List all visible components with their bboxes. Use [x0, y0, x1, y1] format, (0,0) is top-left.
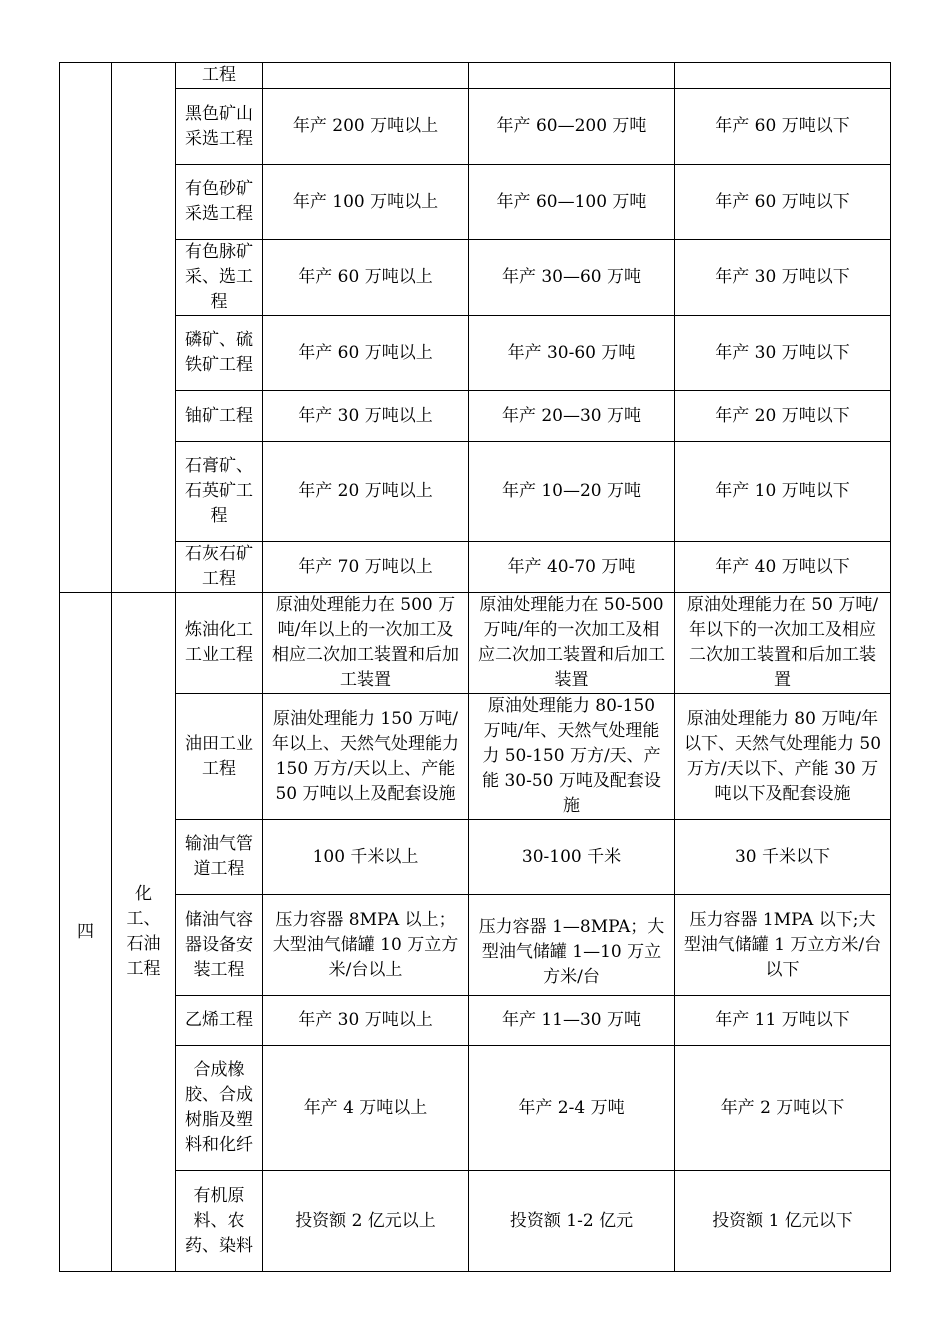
table-row — [60, 1046, 891, 1171]
section-number: 四 — [60, 593, 112, 1272]
medium-scale-cell: 年产 60—200 万吨 — [469, 89, 675, 165]
small-scale-cell: 年产 40 万吨以下 — [675, 542, 891, 593]
project-type-cell: 石灰石矿工程 — [176, 542, 263, 593]
medium-scale-cell: 年产 11—30 万吨 — [469, 996, 675, 1046]
medium-scale-cell: 原油处理能力在 50-500 万吨/年的一次加工及相应二次加工装置和后加工装置 — [469, 593, 675, 694]
medium-scale-cell: 年产 60—100 万吨 — [469, 165, 675, 240]
large-scale-cell: 年产 200 万吨以上 — [263, 89, 469, 165]
small-scale-cell: 压力容器 1MPA 以下;大型油气储罐 1 万立方米/台以下 — [675, 895, 891, 996]
medium-scale-cell: 投资额 1-2 亿元 — [469, 1171, 675, 1272]
project-scale-table — [59, 62, 891, 1272]
table-row — [60, 895, 891, 996]
small-scale-cell: 年产 10 万吨以下 — [675, 442, 891, 542]
medium-scale-cell: 年产 2-4 万吨 — [469, 1046, 675, 1171]
table-row — [60, 996, 891, 1046]
small-scale-cell: 年产 30 万吨以下 — [675, 240, 891, 316]
table-row — [60, 240, 891, 316]
small-scale-cell: 原油处理能力 80 万吨/年以下、天然气处理能力 50 万方/天以下、产能 30 万吨以下及配套设施 — [675, 694, 891, 820]
table-row — [60, 63, 891, 89]
small-scale-cell — [675, 63, 891, 89]
table-row — [60, 1171, 891, 1272]
large-scale-cell: 年产 30 万吨以上 — [263, 391, 469, 442]
project-type-cell: 石膏矿、石英矿工程 — [176, 442, 263, 542]
project-type-cell: 磷矿、硫铁矿工程 — [176, 316, 263, 391]
small-scale-cell: 年产 60 万吨以下 — [675, 165, 891, 240]
project-type-cell: 炼油化工工业工程 — [176, 593, 263, 694]
medium-scale-cell: 年产 10—20 万吨 — [469, 442, 675, 542]
project-type-cell: 黑色矿山采选工程 — [176, 89, 263, 165]
table-row — [60, 820, 891, 895]
project-type-cell: 储油气容器设备安装工程 — [176, 895, 263, 996]
medium-scale-cell: 原油处理能力 80-150 万吨/年、天然气处理能力 50-150 万方/天、产能 30-50 万吨及配套设施 — [469, 694, 675, 820]
project-type-cell: 有色脉矿采、选工程 — [176, 240, 263, 316]
large-scale-cell: 年产 60 万吨以上 — [263, 316, 469, 391]
small-scale-cell: 投资额 1 亿元以下 — [675, 1171, 891, 1272]
small-scale-cell: 原油处理能力在 50 万吨/年以下的一次加工及相应二次加工装置和后加工装置 — [675, 593, 891, 694]
section-category: 化工、石油工程 — [112, 593, 176, 1272]
project-type-cell: 乙烯工程 — [176, 996, 263, 1046]
project-type-cell: 铀矿工程 — [176, 391, 263, 442]
medium-scale-cell: 年产 30—60 万吨 — [469, 240, 675, 316]
large-scale-cell: 压力容器 8MPA 以上；大型油气储罐 10 万立方米/台以上 — [263, 895, 469, 996]
project-type-cell: 有机原料、农药、染料 — [176, 1171, 263, 1272]
seq-cell-empty — [60, 63, 112, 593]
small-scale-cell: 年产 2 万吨以下 — [675, 1046, 891, 1171]
small-scale-cell: 年产 30 万吨以下 — [675, 316, 891, 391]
large-scale-cell: 原油处理能力在 500 万吨/年以上的一次加工及相应二次加工装置和后加工装置 — [263, 593, 469, 694]
medium-scale-cell: 年产 20—30 万吨 — [469, 391, 675, 442]
small-scale-cell: 年产 11 万吨以下 — [675, 996, 891, 1046]
large-scale-cell: 年产 30 万吨以上 — [263, 996, 469, 1046]
large-scale-cell: 原油处理能力 150 万吨/年以上、天然气处理能力 150 万方/天以上、产能 50 万吨以上及配套设施 — [263, 694, 469, 820]
table-row — [60, 89, 891, 165]
project-type-cell: 输油气管道工程 — [176, 820, 263, 895]
large-scale-cell: 100 千米以上 — [263, 820, 469, 895]
small-scale-cell: 年产 60 万吨以下 — [675, 89, 891, 165]
project-type-cell: 工程 — [176, 63, 263, 89]
table-row — [60, 442, 891, 542]
project-type-cell: 合成橡胶、合成树脂及塑料和化纤 — [176, 1046, 263, 1171]
project-type-cell: 油田工业工程 — [176, 694, 263, 820]
large-scale-cell: 年产 70 万吨以上 — [263, 542, 469, 593]
small-scale-cell: 30 千米以下 — [675, 820, 891, 895]
medium-scale-cell: 30-100 千米 — [469, 820, 675, 895]
small-scale-cell: 年产 20 万吨以下 — [675, 391, 891, 442]
large-scale-cell: 年产 4 万吨以上 — [263, 1046, 469, 1171]
table-row — [60, 694, 891, 820]
table-row — [60, 542, 891, 593]
medium-scale-cell — [469, 63, 675, 89]
table-row — [60, 593, 891, 694]
large-scale-cell — [263, 63, 469, 89]
medium-scale-cell: 年产 40-70 万吨 — [469, 542, 675, 593]
large-scale-cell: 投资额 2 亿元以上 — [263, 1171, 469, 1272]
table-row — [60, 391, 891, 442]
large-scale-cell: 年产 20 万吨以上 — [263, 442, 469, 542]
table-row — [60, 316, 891, 391]
large-scale-cell: 年产 100 万吨以上 — [263, 165, 469, 240]
medium-scale-cell: 压力容器 1—8MPA；大型油气储罐 1—10 万立方米/台 — [469, 895, 675, 996]
medium-scale-cell: 年产 30-60 万吨 — [469, 316, 675, 391]
large-scale-cell: 年产 60 万吨以上 — [263, 240, 469, 316]
project-type-cell: 有色砂矿采选工程 — [176, 165, 263, 240]
category-cell-empty — [112, 63, 176, 593]
table-row — [60, 165, 891, 240]
